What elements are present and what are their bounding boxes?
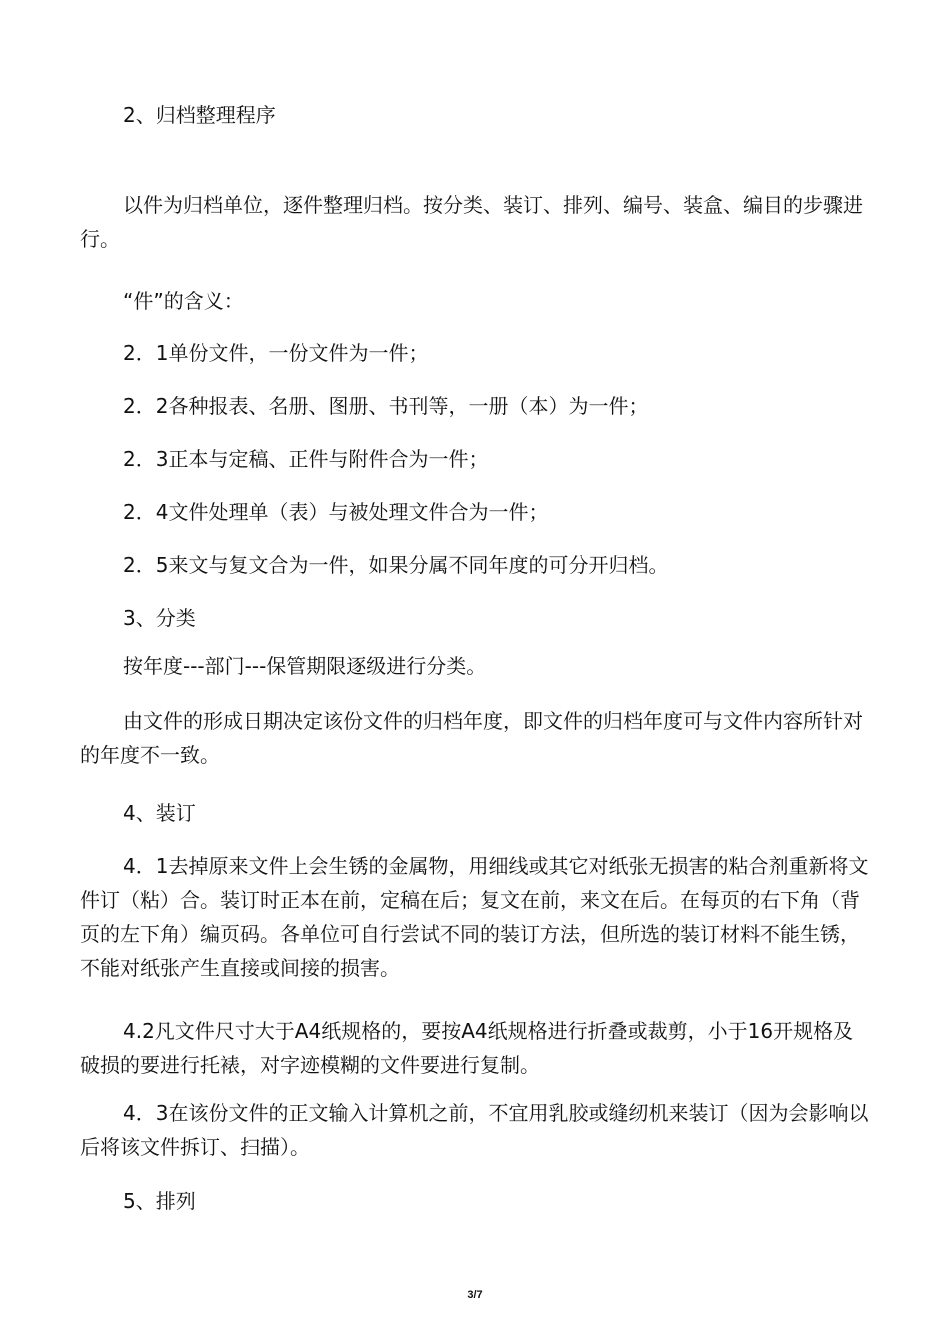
list-item-4-1: 4．1去掉原来文件上会生锈的金属物，用细线或其它对纸张无损害的粘合剂重新将文件订（粘）合。装订时正本在前，定稿在后；复文在前，来文在后。在每页的右下角（背页的左下角）编页码。各单位可自行尝试不同的装订方法，但所选的装订材料不能生锈，不能对纸张产生直接或间接的损害。	[80, 854, 869, 980]
paragraph-item-meaning: “件”的含义：	[123, 289, 244, 313]
list-item-2-5: 2．5来文与复文合为一件，如果分属不同年度的可分开归档。	[123, 553, 669, 577]
list-item-2-4: 2．4文件处理单（表）与被处理文件合为一件；	[123, 500, 549, 524]
paragraph-archive-unit: 以件为归档单位，逐件整理归档。按分类、装订、排列、编号、装盒、编目的步骤进行。	[80, 193, 863, 251]
list-item-2-2: 2．2各种报表、名册、图册、书刊等，一册（本）为一件；	[123, 394, 649, 418]
section-heading-archive-procedure: 2、归档整理程序	[123, 103, 276, 127]
list-item-4-3: 4．3在该份文件的正文输入计算机之前，不宜用乳胶或缝纫机来装订（因为会影响以后将该文件拆订、扫描）。	[80, 1101, 869, 1159]
paragraph-classification-order: 按年度---部门---保管期限逐级进行分类。	[123, 654, 487, 678]
section-heading-binding: 4、装订	[123, 801, 196, 825]
list-item-4-2: 4.2凡文件尺寸大于A4纸规格的，要按A4纸规格进行折叠或裁剪，小于16开规格及破损的要进行托裱，对字迹模糊的文件要进行复制。	[80, 1019, 854, 1077]
paragraph-archive-year: 由文件的形成日期决定该份文件的归档年度，即文件的归档年度可与文件内容所针对的年度不一致。	[80, 709, 863, 767]
list-item-2-3: 2．3正本与定稿、正件与附件合为一件；	[123, 447, 489, 471]
section-heading-arrangement: 5、排列	[123, 1189, 196, 1213]
section-heading-classification: 3、分类	[123, 606, 196, 630]
list-item-2-1: 2．1单份文件，一份文件为一件；	[123, 341, 429, 365]
page-number: 3/7	[467, 1289, 483, 1301]
